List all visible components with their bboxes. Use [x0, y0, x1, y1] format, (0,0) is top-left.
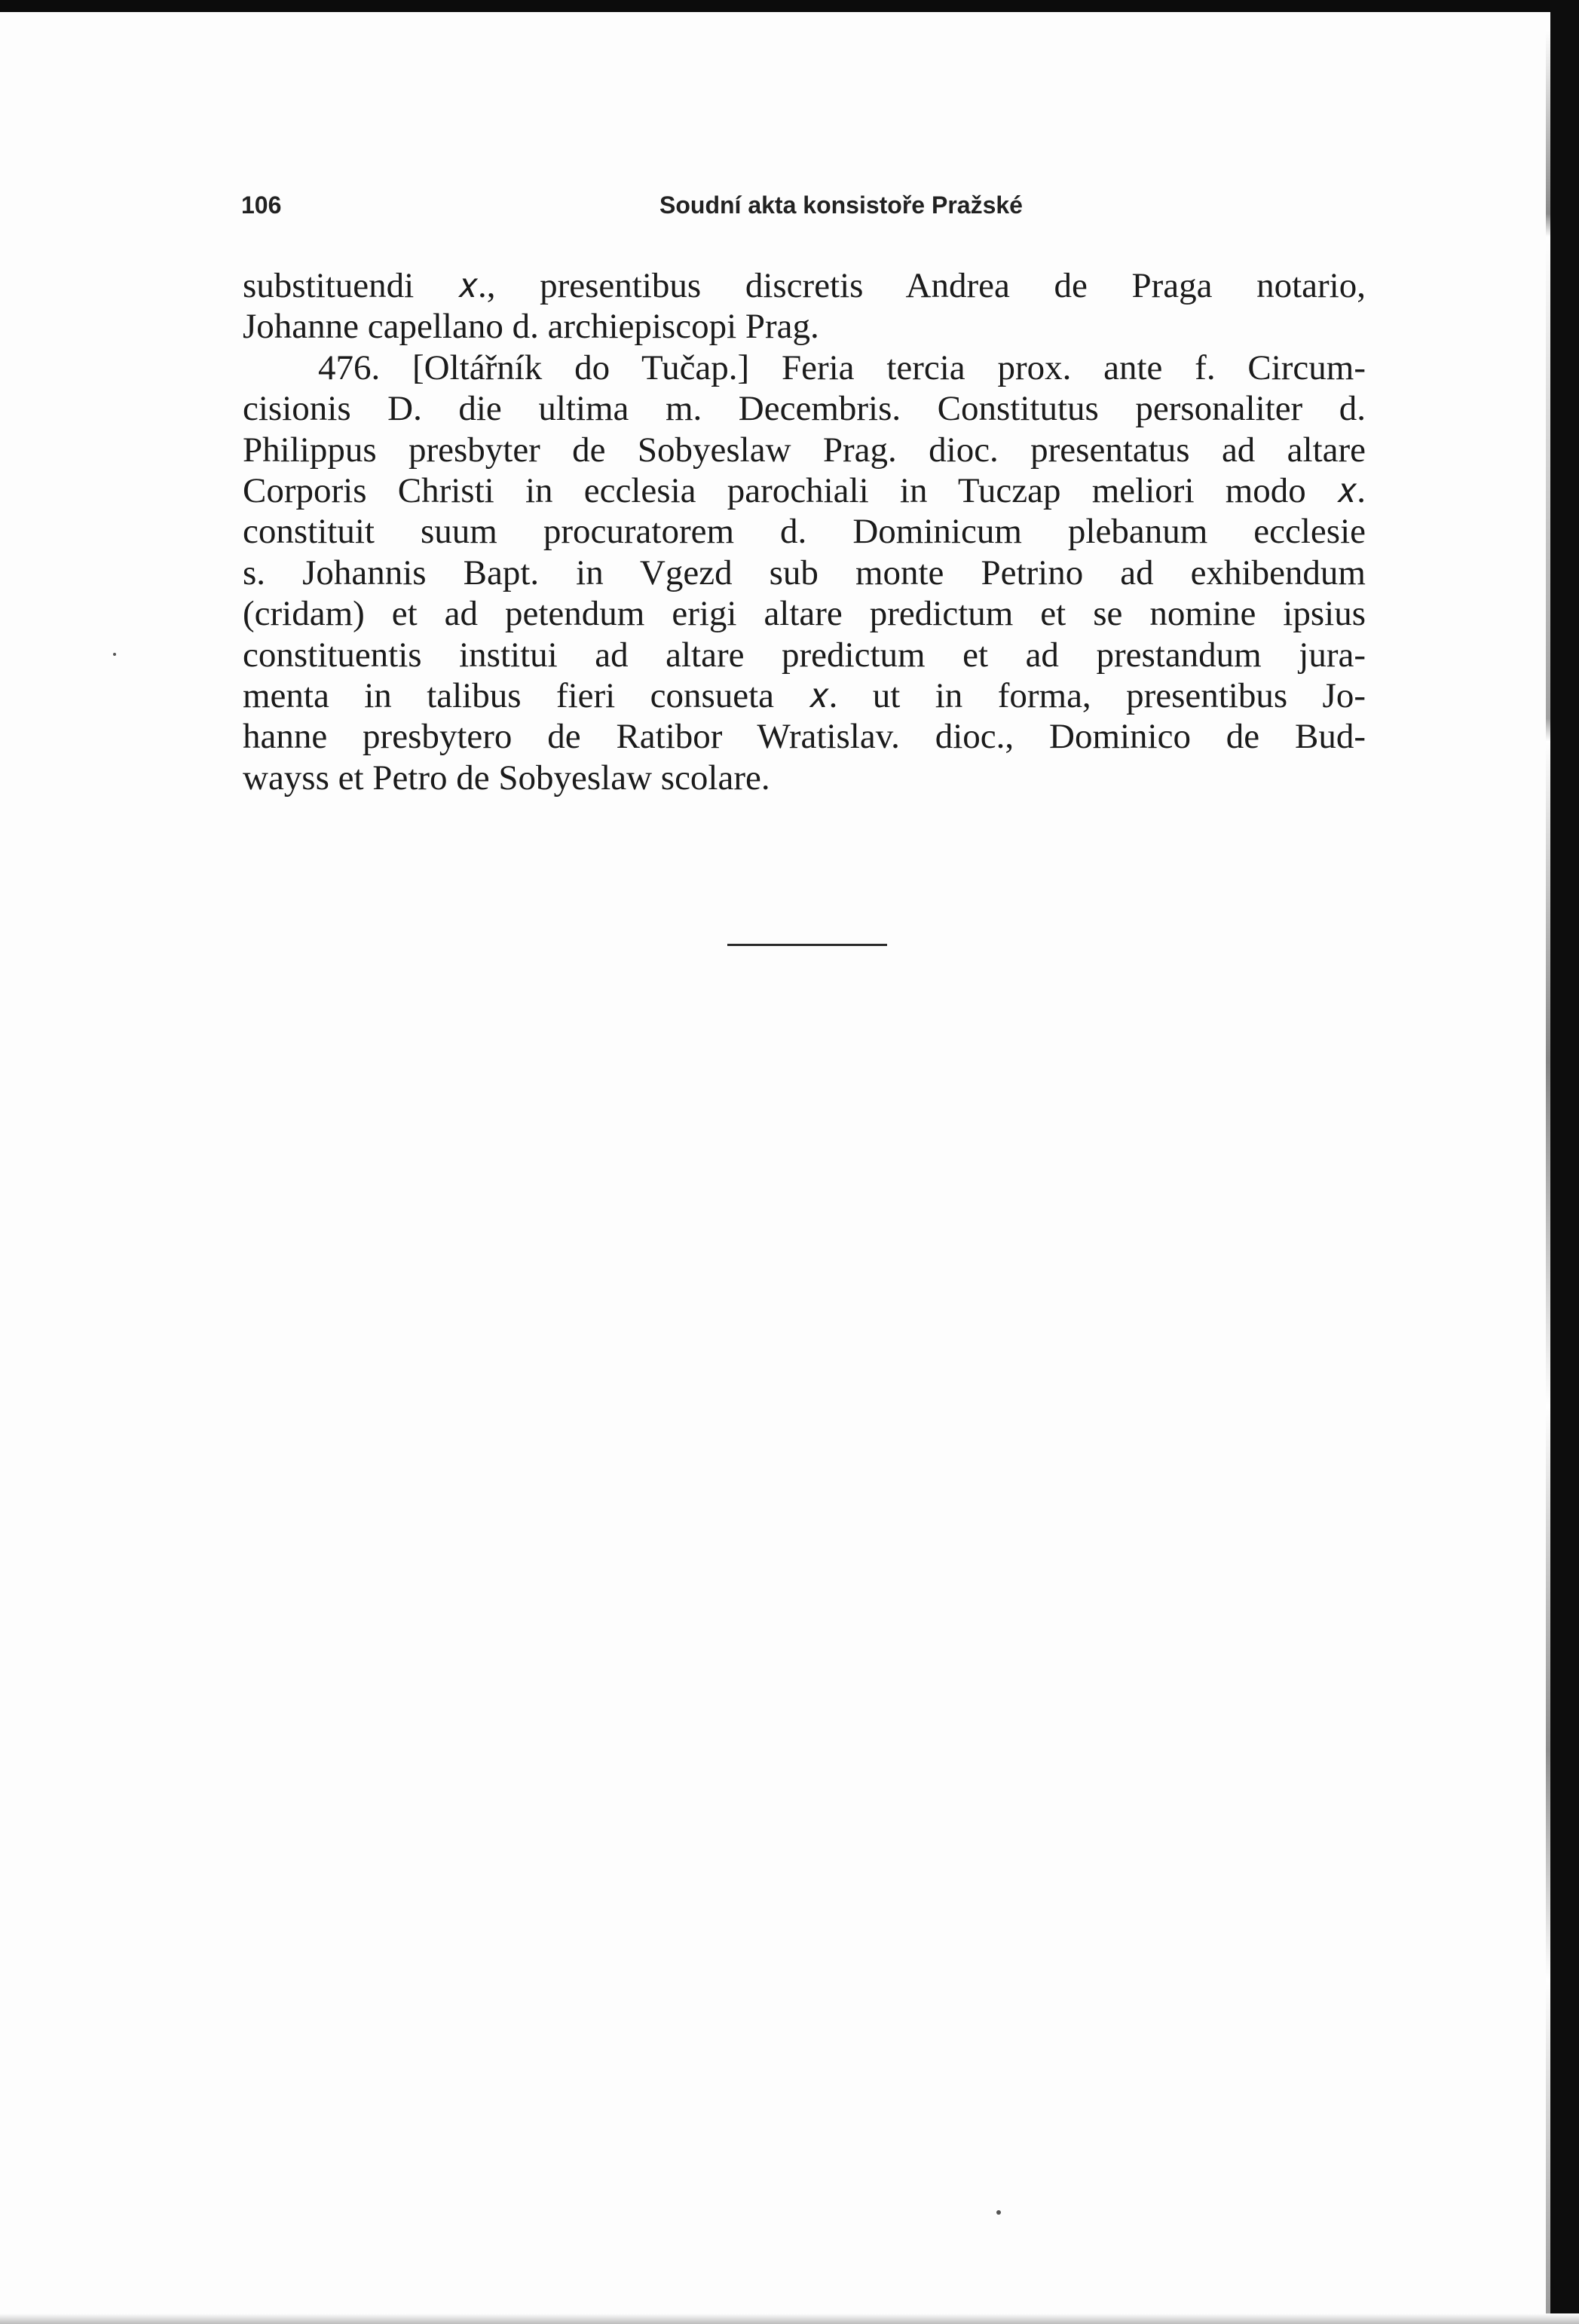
scan-speck	[996, 2210, 1001, 2215]
entry-476-first-line: 476. [Oltářník do Tučap.] Feria tercia prox. ante f. Circum-	[318, 348, 1366, 387]
text-line: Philippus presbyter de Sobyeslaw Prag. dioc. presentatus ad altare	[243, 430, 1366, 470]
scan-page-edge-shadow	[1546, 30, 1550, 2324]
text-line: Johanne capellano d. archiepiscopi Prag.	[243, 307, 819, 347]
running-head	[241, 191, 1366, 226]
text-line: Corporis Christi in ecclesia parochiali in Tuczap meliori modo 𝑥.	[243, 470, 1366, 510]
scan-right-edge	[1550, 0, 1579, 2324]
text-line: hanne presbytero de Ratibor Wratislav. dioc., Dominico de Bud-	[243, 717, 1366, 757]
scan-bottom-edge	[0, 2313, 1579, 2324]
scan-speck	[113, 653, 116, 656]
running-title: Soudní akta konsistoře Pražské	[659, 191, 1023, 219]
text-line: wayss et Petro de Sobyeslaw scolare.	[243, 758, 770, 798]
body-text	[243, 265, 1366, 798]
scan-top-border	[0, 0, 1579, 12]
page-number: 106	[241, 191, 282, 219]
text-line: s. Johannis Bapt. in Vgezd sub monte Petrino ad exhibendum	[243, 553, 1366, 592]
section-separator-rule	[727, 944, 887, 946]
text-line: constituit suum procuratorem d. Dominicum plebanum ecclesie	[243, 512, 1366, 552]
text-line: (cridam) et ad petendum erigi altare predictum et se nomine ipsius	[243, 594, 1366, 634]
text-line: cisionis D. die ultima m. Decembris. Constitutus personaliter d.	[243, 389, 1366, 429]
text-line: constituentis institui ad altare predictum et ad prestandum jura-	[243, 635, 1366, 675]
text-line: substituendi 𝑥., presentibus discretis Andrea de Praga notario,	[243, 266, 1366, 305]
text-line: menta in talibus fieri consueta 𝑥. ut in forma, presentibus Jo-	[243, 675, 1366, 715]
